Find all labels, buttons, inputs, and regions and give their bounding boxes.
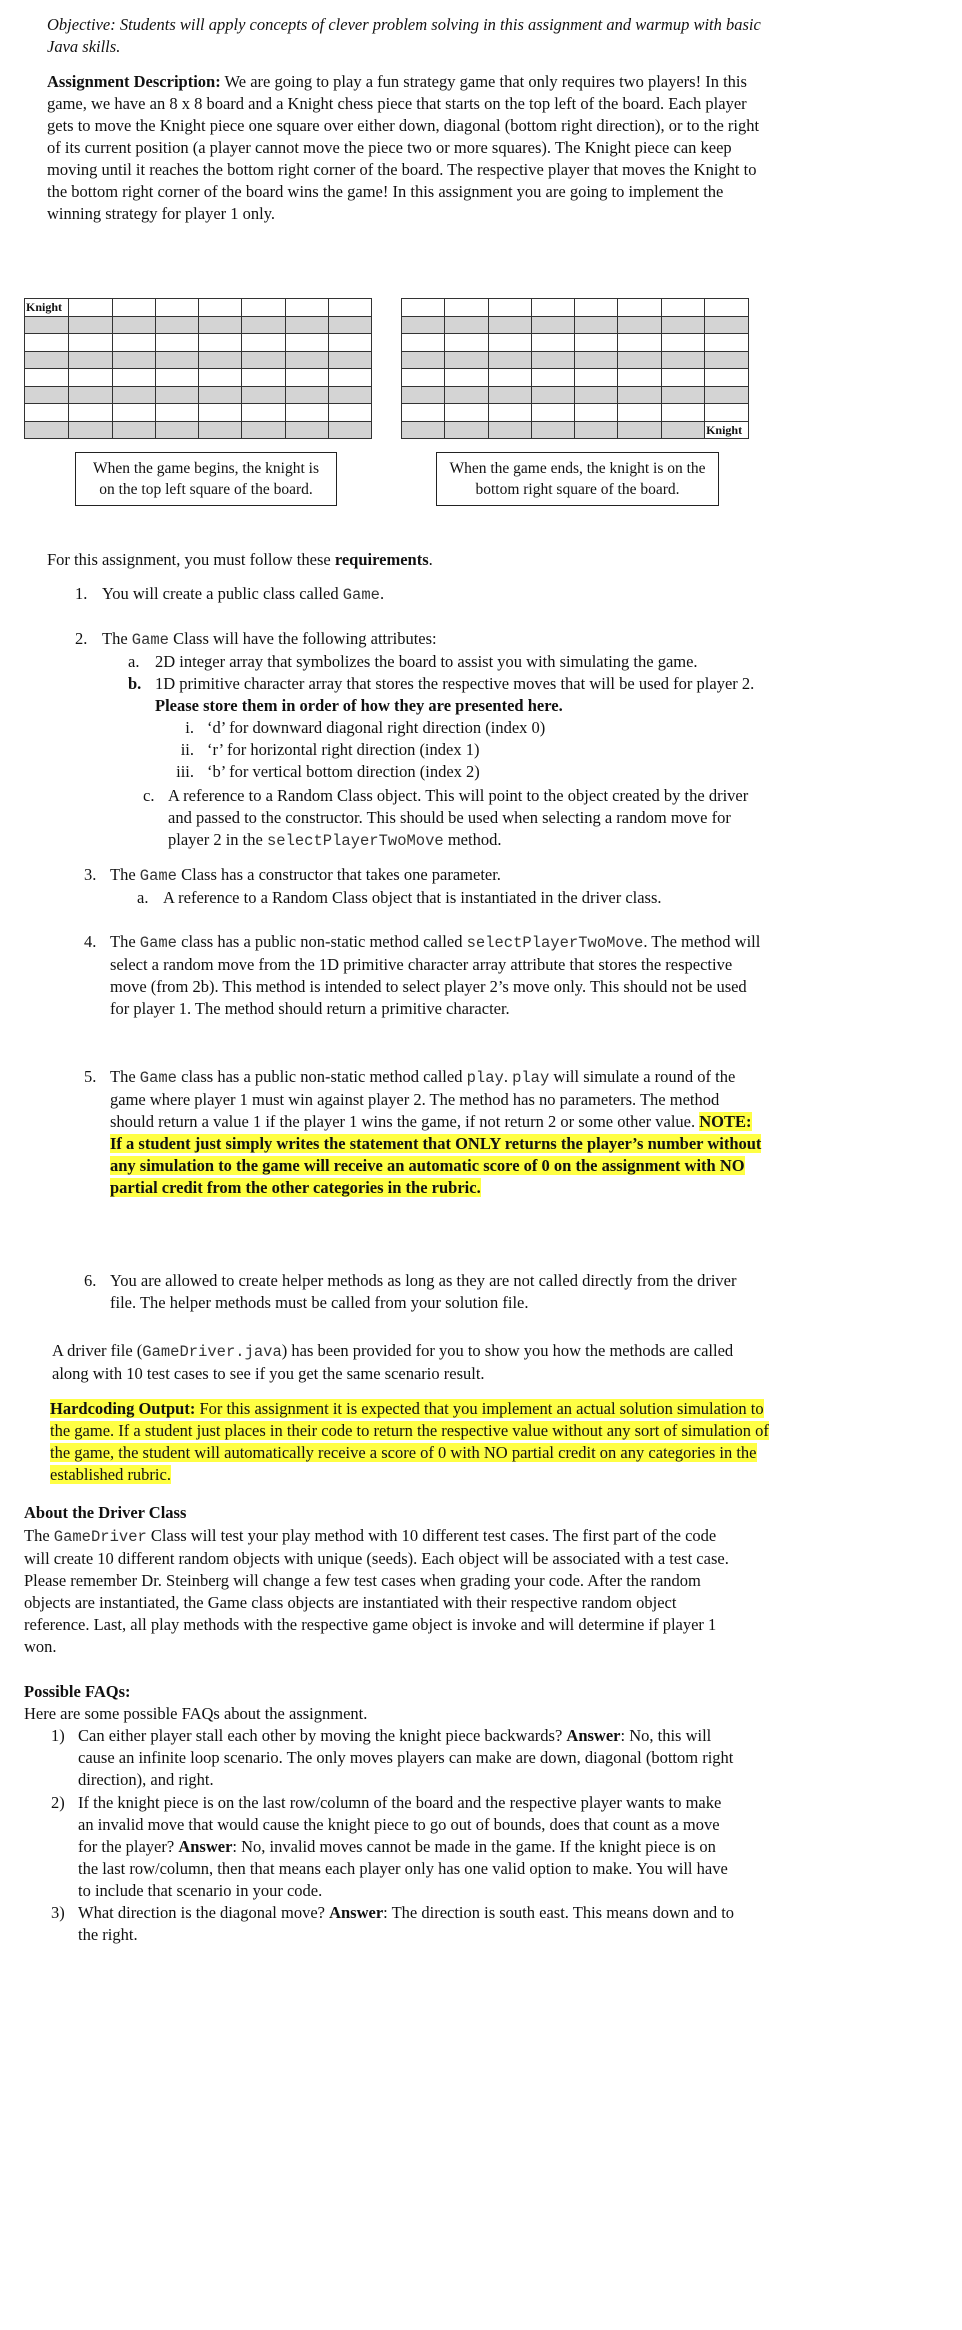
start-board-row <box>25 404 372 422</box>
faq-intro: Here are some possible FAQs about the assignment. <box>24 1704 368 1723</box>
end-board-square <box>575 299 618 317</box>
req5-text <box>110 1066 762 1199</box>
req2b-ii-text: ‘r’ for horizontal right direction (index 1) <box>207 740 480 759</box>
end-board-square <box>661 334 704 352</box>
end-board-square <box>618 404 661 422</box>
req6-text: You are allowed to create helper methods as long as they are not called directly from the driver file. The helper methods must be called from your solution file. <box>110 1271 737 1312</box>
start-board-square <box>285 316 328 334</box>
end-board-square <box>488 334 531 352</box>
requirements-intro <box>47 549 767 571</box>
end-board-square <box>445 299 488 317</box>
faq-1 <box>78 1725 738 1791</box>
start-board-square <box>25 404 69 422</box>
start-board-square <box>285 299 328 317</box>
req2b-ii-number: ii. <box>180 740 194 759</box>
start-board-square <box>242 369 285 387</box>
faq-2-number: 2) <box>51 1793 65 1812</box>
req2b-number: b. <box>128 674 142 693</box>
req2-pre: The <box>102 629 132 648</box>
end-board-square <box>705 386 749 404</box>
start-board-square <box>242 404 285 422</box>
start-board-square <box>69 421 112 439</box>
req3a-number: a. <box>137 888 149 907</box>
end-board-square <box>661 299 704 317</box>
start-board-square <box>199 369 242 387</box>
end-board-square <box>575 351 618 369</box>
end-caption: When the game ends, the knight is on the bottom right square of the board. <box>436 452 719 506</box>
requirements-intro-end: . <box>428 550 433 569</box>
end-board-square <box>531 334 574 352</box>
req5-post: will simulate a round of the game where player 1 must win against player 2. The method has no parameters. The method should return a value 1 if the player 1 wins the game, if not return 2 or some other value. <box>110 1067 736 1131</box>
assignment-description-text: We are going to play a fun strategy game that only requires two players! In this game, we have an 8 x 8 board and a Knight chess piece that starts on the top left of the board. Each player gets to move the Knight piece one square over either down, diagonal (bottom right direction), or to the right of its current position (a player cannot move the piece two or more squares). The Knight piece can keep moving until it reaches the bottom right corner of the board. The respective player that moves the Knight to the bottom right corner of the board wins the game! In this assignment you are going to implement the winning strategy for player 1 only. <box>47 72 760 223</box>
start-board-square <box>329 299 372 317</box>
end-board-square <box>705 334 749 352</box>
end-board-row <box>402 421 749 439</box>
assignment-description <box>47 71 762 225</box>
req5-number: 5. <box>84 1067 97 1086</box>
start-board-square <box>155 421 198 439</box>
hardcoding-output <box>50 1398 772 1486</box>
end-board-square <box>618 369 661 387</box>
start-board-square <box>329 404 372 422</box>
req2b-text <box>155 673 765 717</box>
start-board-square <box>329 386 372 404</box>
req1-pre: You will create a public class called <box>102 584 343 603</box>
about-driver-code: GameDriver <box>53 1528 147 1546</box>
end-board <box>401 298 749 439</box>
faq-1-answer-label: Answer <box>566 1726 621 1745</box>
req4-code-method: selectPlayerTwoMove <box>466 934 644 952</box>
start-board-square <box>25 386 69 404</box>
req1-post: . <box>379 584 385 603</box>
req2-text <box>102 628 762 651</box>
start-board-square <box>25 421 69 439</box>
start-board-square <box>155 316 198 334</box>
end-board-square <box>488 299 531 317</box>
end-board-square <box>531 369 574 387</box>
start-board-square <box>112 386 155 404</box>
req1-number: 1. <box>75 584 88 603</box>
end-board-square <box>488 386 531 404</box>
req5-pre: The <box>110 1067 140 1086</box>
start-board-square <box>155 351 198 369</box>
about-driver-pre: The <box>24 1526 54 1545</box>
req3-text <box>110 864 770 887</box>
start-board-square <box>285 386 328 404</box>
end-board-square <box>402 404 445 422</box>
start-board-square <box>285 404 328 422</box>
end-board-square <box>488 316 531 334</box>
driver-note-code: GameDriver.java <box>142 1343 282 1361</box>
start-board-square <box>329 316 372 334</box>
start-board-square <box>242 334 285 352</box>
driver-note <box>52 1340 764 1385</box>
req4-number: 4. <box>84 932 97 951</box>
start-board-square <box>199 316 242 334</box>
req2a-number: a. <box>128 652 140 671</box>
end-board-square <box>488 369 531 387</box>
end-board-square <box>575 421 618 439</box>
start-board-square <box>112 316 155 334</box>
end-board-square <box>402 351 445 369</box>
end-board-square <box>618 316 661 334</box>
end-board-square <box>402 386 445 404</box>
start-board-square <box>69 369 112 387</box>
end-board-square <box>531 316 574 334</box>
end-board-row <box>402 404 749 422</box>
start-board-square <box>329 351 372 369</box>
start-board-row <box>25 386 372 404</box>
req4-mid: class has a public non-static method called <box>177 932 467 951</box>
req5-dot: . <box>503 1067 513 1086</box>
about-driver-heading: About the Driver Class <box>24 1503 187 1522</box>
start-board-square <box>112 369 155 387</box>
start-board-square <box>25 369 69 387</box>
requirements-intro-text: For this assignment, you must follow these <box>47 550 335 569</box>
driver-note-post: ) has been provided for you to show you how the methods are called along with 10 test cases to see if you get the same scenario result. <box>52 1341 734 1383</box>
faq-3-answer: : The direction is south east. This means down and to the right. <box>78 1903 735 1944</box>
start-board-square <box>69 404 112 422</box>
faq-3-number: 3) <box>51 1903 65 1922</box>
end-board-square <box>445 404 488 422</box>
req3a-text: A reference to a Random Class object that is instantiated in the driver class. <box>163 888 662 907</box>
about-driver-text <box>24 1525 740 1658</box>
end-board-square <box>445 386 488 404</box>
end-board-square <box>661 351 704 369</box>
faq-2-question: If the knight piece is on the last row/column of the board and the respective player wants to make an invalid move that would cause the knight piece to go out of bounds, does that count as a move for the player? <box>78 1793 722 1856</box>
end-board-square <box>445 351 488 369</box>
end-board-square <box>531 421 574 439</box>
req2b-iii-number: iii. <box>176 762 194 781</box>
start-board-row <box>25 421 372 439</box>
end-board-square <box>402 421 445 439</box>
start-board-square <box>155 369 198 387</box>
start-board-row <box>25 299 372 317</box>
start-board-square <box>199 299 242 317</box>
req1-code: Game <box>342 586 380 604</box>
start-board-square <box>112 404 155 422</box>
req2c-plain: A reference to a Random Class object. This will point to the object created by the driver and passed to the constructor. This should be used when selecting a random move for player 2 in the <box>168 786 749 849</box>
faq-2-answer-label: Answer <box>178 1837 233 1856</box>
start-board-row <box>25 316 372 334</box>
end-board-square <box>575 386 618 404</box>
end-board-square <box>402 299 445 317</box>
req2-post: Class will have the following attributes: <box>169 629 437 648</box>
end-board-row <box>402 351 749 369</box>
req2c-post: method. <box>443 830 502 849</box>
req4-pre: The <box>110 932 140 951</box>
start-board-square <box>199 334 242 352</box>
start-board-square <box>155 299 198 317</box>
req2c-code: selectPlayerTwoMove <box>266 832 444 850</box>
end-board-square <box>488 404 531 422</box>
start-board-square <box>242 316 285 334</box>
start-board-square <box>199 404 242 422</box>
start-board-square <box>155 404 198 422</box>
end-board-square <box>661 404 704 422</box>
end-board-square <box>618 334 661 352</box>
start-board-square <box>285 421 328 439</box>
end-board-square <box>531 386 574 404</box>
faq-3-question: What direction is the diagonal move? <box>78 1903 330 1922</box>
end-board-knight-square: Knight <box>705 421 749 439</box>
req5-note: NOTE: If a student just simply writes the statement that ONLY returns the player’s number without any simulation to the game will receive an automatic score of 0 on the assignment with NO partial credit from the other categories in the rubric. <box>110 1112 762 1197</box>
end-board-square <box>705 299 749 317</box>
objective: Objective: Students will apply concepts of clever problem solving in this assignment and warmup with basic Java skills. <box>47 15 761 56</box>
req2b-iii-text: ‘b’ for vertical bottom direction (index 2) <box>207 762 480 781</box>
req4-post: . The method will select a random move from the 1D primitive character array attribute that stores the respective move (from 2b). This method is intended to select player 2’s move only. This should not be used for player 1. The method should return a primitive character. <box>110 932 761 1018</box>
req2b-bold: Please store them in order of how they are presented here. <box>155 696 563 715</box>
end-board-square <box>445 334 488 352</box>
req5-mid: class has a public non-static method called <box>177 1067 467 1086</box>
start-board-square <box>329 369 372 387</box>
end-board-square <box>618 351 661 369</box>
start-board-square <box>285 351 328 369</box>
req2a-text: 2D integer array that symbolizes the board to assist you with simulating the game. <box>155 652 698 671</box>
start-board-square <box>242 386 285 404</box>
end-board-square <box>531 351 574 369</box>
end-board-square <box>531 299 574 317</box>
faq-1-answer: : No, this will cause an infinite loop scenario. The only moves players can make are down, diagonal (bottom right direction), and right. <box>78 1726 734 1789</box>
about-driver-post: Class will test your play method with 10 different test cases. The first part of the code will create 10 different random objects with unique (seeds). Each object will be associated with a test case. Please remember Dr. Steinberg will change a few test cases when grading your code. After the random objects are instantiated, the Game class objects are instantiated with their respective random object reference. Last, all play methods with the respective game object is invoke and will determine if player 1 won. <box>24 1526 729 1656</box>
end-board-square <box>488 351 531 369</box>
req1-text <box>102 583 762 606</box>
end-board-square <box>531 404 574 422</box>
start-board-square <box>112 351 155 369</box>
hardcoding-label: Hardcoding Output: <box>50 1399 196 1418</box>
faq-2 <box>78 1792 738 1902</box>
start-board-square <box>112 299 155 317</box>
req5-code-play: play <box>466 1069 504 1087</box>
start-board-square <box>25 334 69 352</box>
start-board-square <box>112 334 155 352</box>
faq-3 <box>78 1902 738 1946</box>
req2b-i-text: ‘d’ for downward diagonal right direction (index 0) <box>207 718 546 737</box>
start-board-square <box>242 351 285 369</box>
end-board-row <box>402 334 749 352</box>
end-board-square <box>705 316 749 334</box>
req2c-text <box>168 785 774 852</box>
end-board-square <box>661 316 704 334</box>
start-board-square <box>329 421 372 439</box>
end-board-square <box>705 351 749 369</box>
req4-text <box>110 931 762 1020</box>
start-board-square <box>155 334 198 352</box>
start-board-square <box>112 421 155 439</box>
requirements-bold: requirements <box>334 550 429 569</box>
start-board-square <box>69 316 112 334</box>
end-board-square <box>705 369 749 387</box>
driver-note-pre: A driver file ( <box>52 1341 143 1360</box>
start-board-square <box>242 421 285 439</box>
end-board-square <box>402 316 445 334</box>
end-board-row <box>402 369 749 387</box>
faq-3-answer-label: Answer <box>329 1903 384 1922</box>
start-board-row <box>25 334 372 352</box>
req4-code-game: Game <box>139 934 177 952</box>
start-board-square <box>69 351 112 369</box>
start-board-square <box>199 421 242 439</box>
faq-1-number: 1) <box>51 1726 65 1745</box>
req3-code: Game <box>139 867 177 885</box>
start-board-square <box>69 386 112 404</box>
req5-code-game: Game <box>139 1069 177 1087</box>
faq-heading: Possible FAQs: <box>24 1682 131 1701</box>
hardcoding-text: For this assignment it is expected that you implement an actual solution simulation to the game. If a student just places in their code to return the respective value without any sort of simulation of the game, the student will automatically receive a score of 0 with NO partial credit on any categories in the established rubric. <box>50 1399 769 1484</box>
req5-code-play-2: play <box>512 1069 550 1087</box>
start-board-square <box>155 386 198 404</box>
req3-post: Class has a constructor that takes one parameter. <box>177 865 501 884</box>
start-board-row <box>25 351 372 369</box>
faq-2-answer: : No, invalid moves cannot be made in the game. If the knight piece is on the last row/column, then that means each player only has one valid option to make. You will have to include that scenario in your code. <box>78 1837 728 1900</box>
end-board-square <box>661 369 704 387</box>
start-board-square <box>69 299 112 317</box>
req2-number: 2. <box>75 629 88 648</box>
start-board-square <box>199 386 242 404</box>
end-board-square <box>488 421 531 439</box>
req3-number: 3. <box>84 865 97 884</box>
end-board-square <box>575 404 618 422</box>
start-board-row <box>25 369 372 387</box>
req3-pre: The <box>110 865 140 884</box>
start-board-square <box>329 334 372 352</box>
end-board-square <box>402 334 445 352</box>
start-board-knight-square: Knight <box>25 299 69 317</box>
end-board-square <box>402 369 445 387</box>
start-caption: When the game begins, the knight is on the top left square of the board. <box>75 452 337 506</box>
end-board-square <box>705 404 749 422</box>
req2b-i-number: i. <box>185 718 194 737</box>
end-board-square <box>661 421 704 439</box>
start-board-square <box>285 369 328 387</box>
end-board-square <box>618 421 661 439</box>
start-board-square <box>25 316 69 334</box>
end-board-square <box>661 386 704 404</box>
end-board-square <box>575 369 618 387</box>
assignment-description-label: Assignment Description: <box>47 72 221 91</box>
end-board-square <box>445 421 488 439</box>
start-board-square <box>69 334 112 352</box>
end-board-square <box>445 369 488 387</box>
req6-number: 6. <box>84 1271 97 1290</box>
end-board-square <box>618 299 661 317</box>
end-board-square <box>575 316 618 334</box>
end-board-square <box>445 316 488 334</box>
faq-1-question: Can either player stall each other by moving the knight piece backwards? <box>78 1726 567 1745</box>
start-board-square <box>25 351 69 369</box>
req2-code: Game <box>131 631 169 649</box>
end-board-row <box>402 299 749 317</box>
end-board-row <box>402 386 749 404</box>
start-board-square <box>199 351 242 369</box>
end-board-square <box>618 386 661 404</box>
end-board-row <box>402 316 749 334</box>
start-board-square <box>242 299 285 317</box>
req2c-number: c. <box>143 786 155 805</box>
start-board-square <box>285 334 328 352</box>
end-board-square <box>575 334 618 352</box>
start-board <box>24 298 372 439</box>
req2b-plain: 1D primitive character array that stores the respective moves that will be used for player 2. <box>155 674 755 693</box>
